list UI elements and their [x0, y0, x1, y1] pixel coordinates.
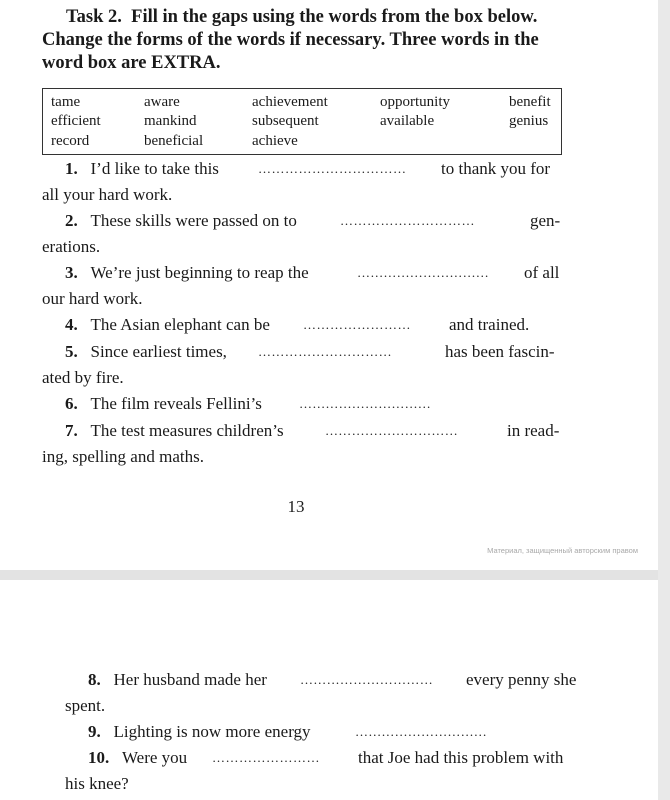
- exercise-line: 1. I’d like to take this: [65, 159, 219, 178]
- page-number: 13: [287, 497, 305, 516]
- exercise-line: 8. Her husband made her: [88, 670, 267, 689]
- viewer-edge: [658, 0, 670, 800]
- word-box-item: tame: [51, 94, 81, 110]
- answer-gap[interactable]: …………………………: [355, 724, 487, 739]
- word-box-item: achieve: [252, 133, 298, 149]
- word-box-item: record: [51, 133, 90, 149]
- word-box-item: aware: [144, 94, 180, 110]
- exercise-continuation: ing, spelling and maths.: [42, 447, 204, 466]
- exercise-text-after: of all: [524, 263, 560, 282]
- answer-gap[interactable]: …………………………: [340, 213, 475, 228]
- exercise-continuation: spent.: [65, 696, 106, 715]
- word-box-item: efficient: [51, 113, 101, 129]
- exercise-line: 5. Since earliest times,: [65, 342, 227, 361]
- exercise-text-after: and trained.: [449, 315, 530, 334]
- exercise-continuation: his knee?: [65, 774, 129, 793]
- exercise-line: 10. Were you: [88, 748, 188, 767]
- task-number: Task 2.: [66, 7, 122, 27]
- word-box: [42, 88, 562, 155]
- word-box-item: mankind: [144, 113, 197, 129]
- page-lower: [0, 580, 658, 800]
- exercise-continuation: all your hard work.: [42, 185, 173, 204]
- answer-gap[interactable]: …………………………: [325, 423, 458, 438]
- exercise-line: 2. These skills were passed on to: [65, 211, 297, 230]
- exercise-continuation: our hard work.: [42, 289, 143, 308]
- exercise-text-after: gen-: [530, 211, 561, 230]
- page-separator: [0, 570, 670, 580]
- task-line-1: Fill in the gaps using the words from the box below.: [131, 7, 538, 27]
- word-box-item: subsequent: [252, 113, 319, 129]
- word-box-item: achievement: [252, 94, 328, 110]
- word-box-item: available: [380, 113, 435, 129]
- word-box-item: beneficial: [144, 133, 204, 149]
- exercise-text-after: to thank you for: [441, 159, 551, 178]
- exercise-continuation: erations.: [42, 237, 101, 256]
- word-box-item: opportunity: [380, 94, 450, 110]
- exercise-line: 4. The Asian elephant can be: [65, 315, 270, 334]
- exercise-text-after: has been fascin-: [445, 342, 555, 361]
- exercise-text-after: every penny she: [466, 670, 577, 689]
- task-line-2: Change the forms of the words if necessary. Three words in the: [42, 30, 539, 50]
- word-box-item: genius: [509, 113, 549, 129]
- answer-gap[interactable]: …………………………: [258, 344, 392, 359]
- exercise-line: 9. Lighting is now more energy: [88, 722, 311, 741]
- answer-gap[interactable]: …………………………: [299, 396, 431, 411]
- task-line-3: word box are EXTRA.: [42, 53, 221, 73]
- answer-gap[interactable]: ……………………: [303, 317, 411, 332]
- task-instructions: [42, 6, 582, 75]
- answer-gap[interactable]: …………………………: [300, 672, 433, 687]
- exercise-line: 3. We’re just beginning to reap the: [65, 263, 309, 282]
- exercise-continuation: ated by fire.: [42, 368, 124, 387]
- copyright-notice: Материал, защищенный авторским правом: [487, 546, 638, 555]
- answer-gap[interactable]: …………………………: [357, 265, 489, 280]
- answer-gap[interactable]: ……………………………: [258, 161, 407, 176]
- exercise-text-after: that Joe had this problem with: [358, 748, 564, 767]
- word-box-item: benefit: [509, 94, 551, 110]
- exercise-line: 7. The test measures children’s: [65, 421, 284, 440]
- answer-gap[interactable]: ……………………: [212, 750, 320, 765]
- exercise-text-after: in read-: [507, 421, 560, 440]
- exercise-line: 6. The film reveals Fellini’s: [65, 394, 262, 413]
